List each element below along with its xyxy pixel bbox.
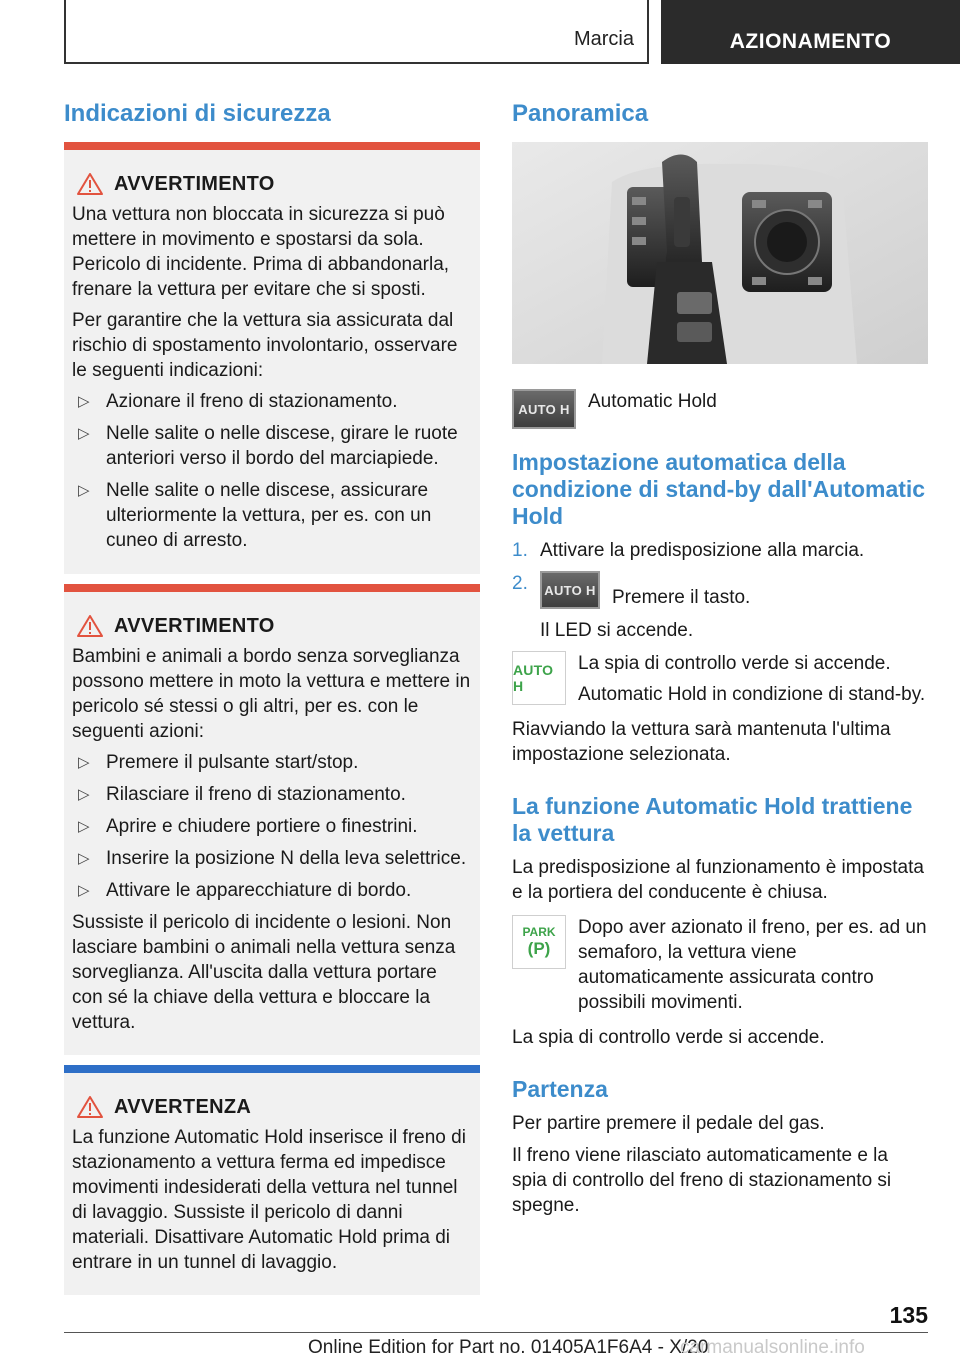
warning-text: Per garantire che la vettura sia assicurata dal rischio di spostamento involontario, osservare le seguenti indicazioni:: [72, 310, 458, 381]
auto-hold-button-icon: AUTO H: [540, 571, 600, 609]
green-indicator-icon: [512, 651, 566, 705]
footer-edition: Online Edition for Part no. 01405A1F6A4 - X/20: [308, 1337, 709, 1358]
page-number: 135: [889, 1302, 928, 1328]
led-text: Il LED si accende.: [540, 620, 694, 641]
list-item: ▷ Rilasciare il freno di stazionamento.: [72, 782, 472, 807]
step-number: 1.: [512, 540, 528, 561]
start-text: Il freno viene rilasciato automaticamente e la spia di controllo del freno di stazionamento si spegne.: [512, 1145, 892, 1216]
indicator-text: La spia di controllo verde si accende.: [578, 653, 891, 674]
park-label: PARK: [522, 924, 556, 939]
list-item: ▷ Premere il pulsante start/stop.: [72, 750, 472, 775]
restart-text: Riavviando la vettura sarà mantenuta l'ultima impostazione selezionata.: [512, 719, 891, 765]
indicator-label: AUTO H: [513, 662, 554, 694]
warning-text: Una vettura non bloccata in sicurezza si può mettere in movimento e spostarsi da sola. Pericolo di incidente. Prima di abbandonarla, frenare la vettura per evitare che si sposti.: [72, 204, 450, 300]
auto-hold-row: [512, 389, 928, 429]
notice-box: [64, 1065, 480, 1295]
list-item: ▷ Attivare le apparecchiature di bordo.: [72, 878, 472, 903]
indicator-row: [512, 651, 928, 713]
start-text: Per partire premere il pedale del gas.: [512, 1113, 825, 1134]
warning-label: AVVERTIMENTO: [114, 172, 275, 195]
warning-box-2: [64, 584, 480, 1055]
warning-triangle-icon: [76, 614, 104, 638]
list-item: ▷ Nelle salite o nelle discese, girare le ruote anteriori verso il bordo del marciapiede.: [72, 421, 472, 471]
header-section: Marcia: [573, 28, 634, 50]
list-item: ▷ Azionare il freno di stazionamento.: [72, 389, 472, 414]
park-indicator-icon: [512, 915, 566, 969]
holds-title: La funzione Automatic Hold trattiene la vettura: [512, 793, 913, 846]
park-symbol: (P): [527, 938, 551, 958]
header-frame: [64, 0, 649, 64]
warning-list: [72, 750, 472, 903]
overview-title: Panoramica: [512, 100, 649, 127]
step-number: 2.: [512, 573, 528, 594]
standby-title: Impostazione automatica della condizione di stand-by dall'Automatic Hold: [512, 449, 926, 529]
step-text: Attivare la predisposizione alla marcia.: [540, 540, 865, 561]
indicator-text: Automatic Hold in condizione di stand-by.: [578, 684, 926, 705]
step-text: Premere il tasto.: [612, 587, 751, 608]
auto-hold-button-icon: AUTO H: [512, 389, 576, 429]
start-title: Partenza: [512, 1076, 608, 1102]
right-column: [512, 100, 928, 1225]
list-item: ▷ Inserire la posizione N della leva selettrice.: [72, 846, 472, 871]
footer-divider: [64, 1332, 928, 1333]
warning-triangle-icon: [76, 1095, 104, 1119]
notice-text: La funzione Automatic Hold inserisce il freno di stazionamento a vettura ferma ed impedisce movimenti indesiderati della vettura nel tunnel di lavaggio. Sussiste il pericolo di danni materiali. Disattivare Automatic Hold prima di entrare in un tunnel di lavaggio.: [72, 1127, 466, 1273]
holds-text: La spia di controllo verde si accende.: [512, 1027, 825, 1048]
notice-label: AVVERTENZA: [114, 1095, 252, 1118]
header-chapter: AZIONAMENTO: [661, 0, 960, 64]
step-2: [512, 571, 928, 610]
park-row: [512, 915, 928, 1021]
warning-label: AVVERTIMENTO: [114, 614, 275, 637]
auto-hold-caption: Automatic Hold: [588, 391, 717, 412]
left-column: [64, 100, 480, 1295]
holds-text: La predisposizione al funzionamento è impostata e la portiera del conducente è chiusa.: [512, 857, 924, 903]
center-console-photo: [512, 142, 928, 364]
safety-title: Indicazioni di sicurezza: [64, 100, 331, 127]
warning-text: Bambini e animali a bordo senza sorveglianza possono mettere in moto la vettura e mettere in pericolo sé stessi o gli altri, per es. con le seguenti azioni:: [72, 646, 471, 742]
warning-box-1: [64, 142, 480, 574]
step-1: [512, 538, 928, 563]
warning-text: Sussiste il pericolo di incidente o lesioni. Non lasciare bambini o animali nella vettura senza sorveglianza. All'uscita dalla vettura portare con sé la chiave della vettura e bloccare la vettura.: [72, 912, 456, 1033]
list-item: ▷ Nelle salite o nelle discese, assicurare ulteriormente la vettura, per es. con un cuneo di arresto.: [72, 478, 472, 553]
warning-triangle-icon: [76, 172, 104, 196]
warning-list: [72, 389, 472, 553]
holds-text: Dopo aver azionato il freno, per es. ad un semaforo, la vettura viene automaticamente assicurata contro possibili movimenti.: [578, 917, 927, 1013]
footer-watermark: carmanualsonline.info: [680, 1337, 865, 1358]
list-item: ▷ Aprire e chiudere portiere o finestrini.: [72, 814, 472, 839]
